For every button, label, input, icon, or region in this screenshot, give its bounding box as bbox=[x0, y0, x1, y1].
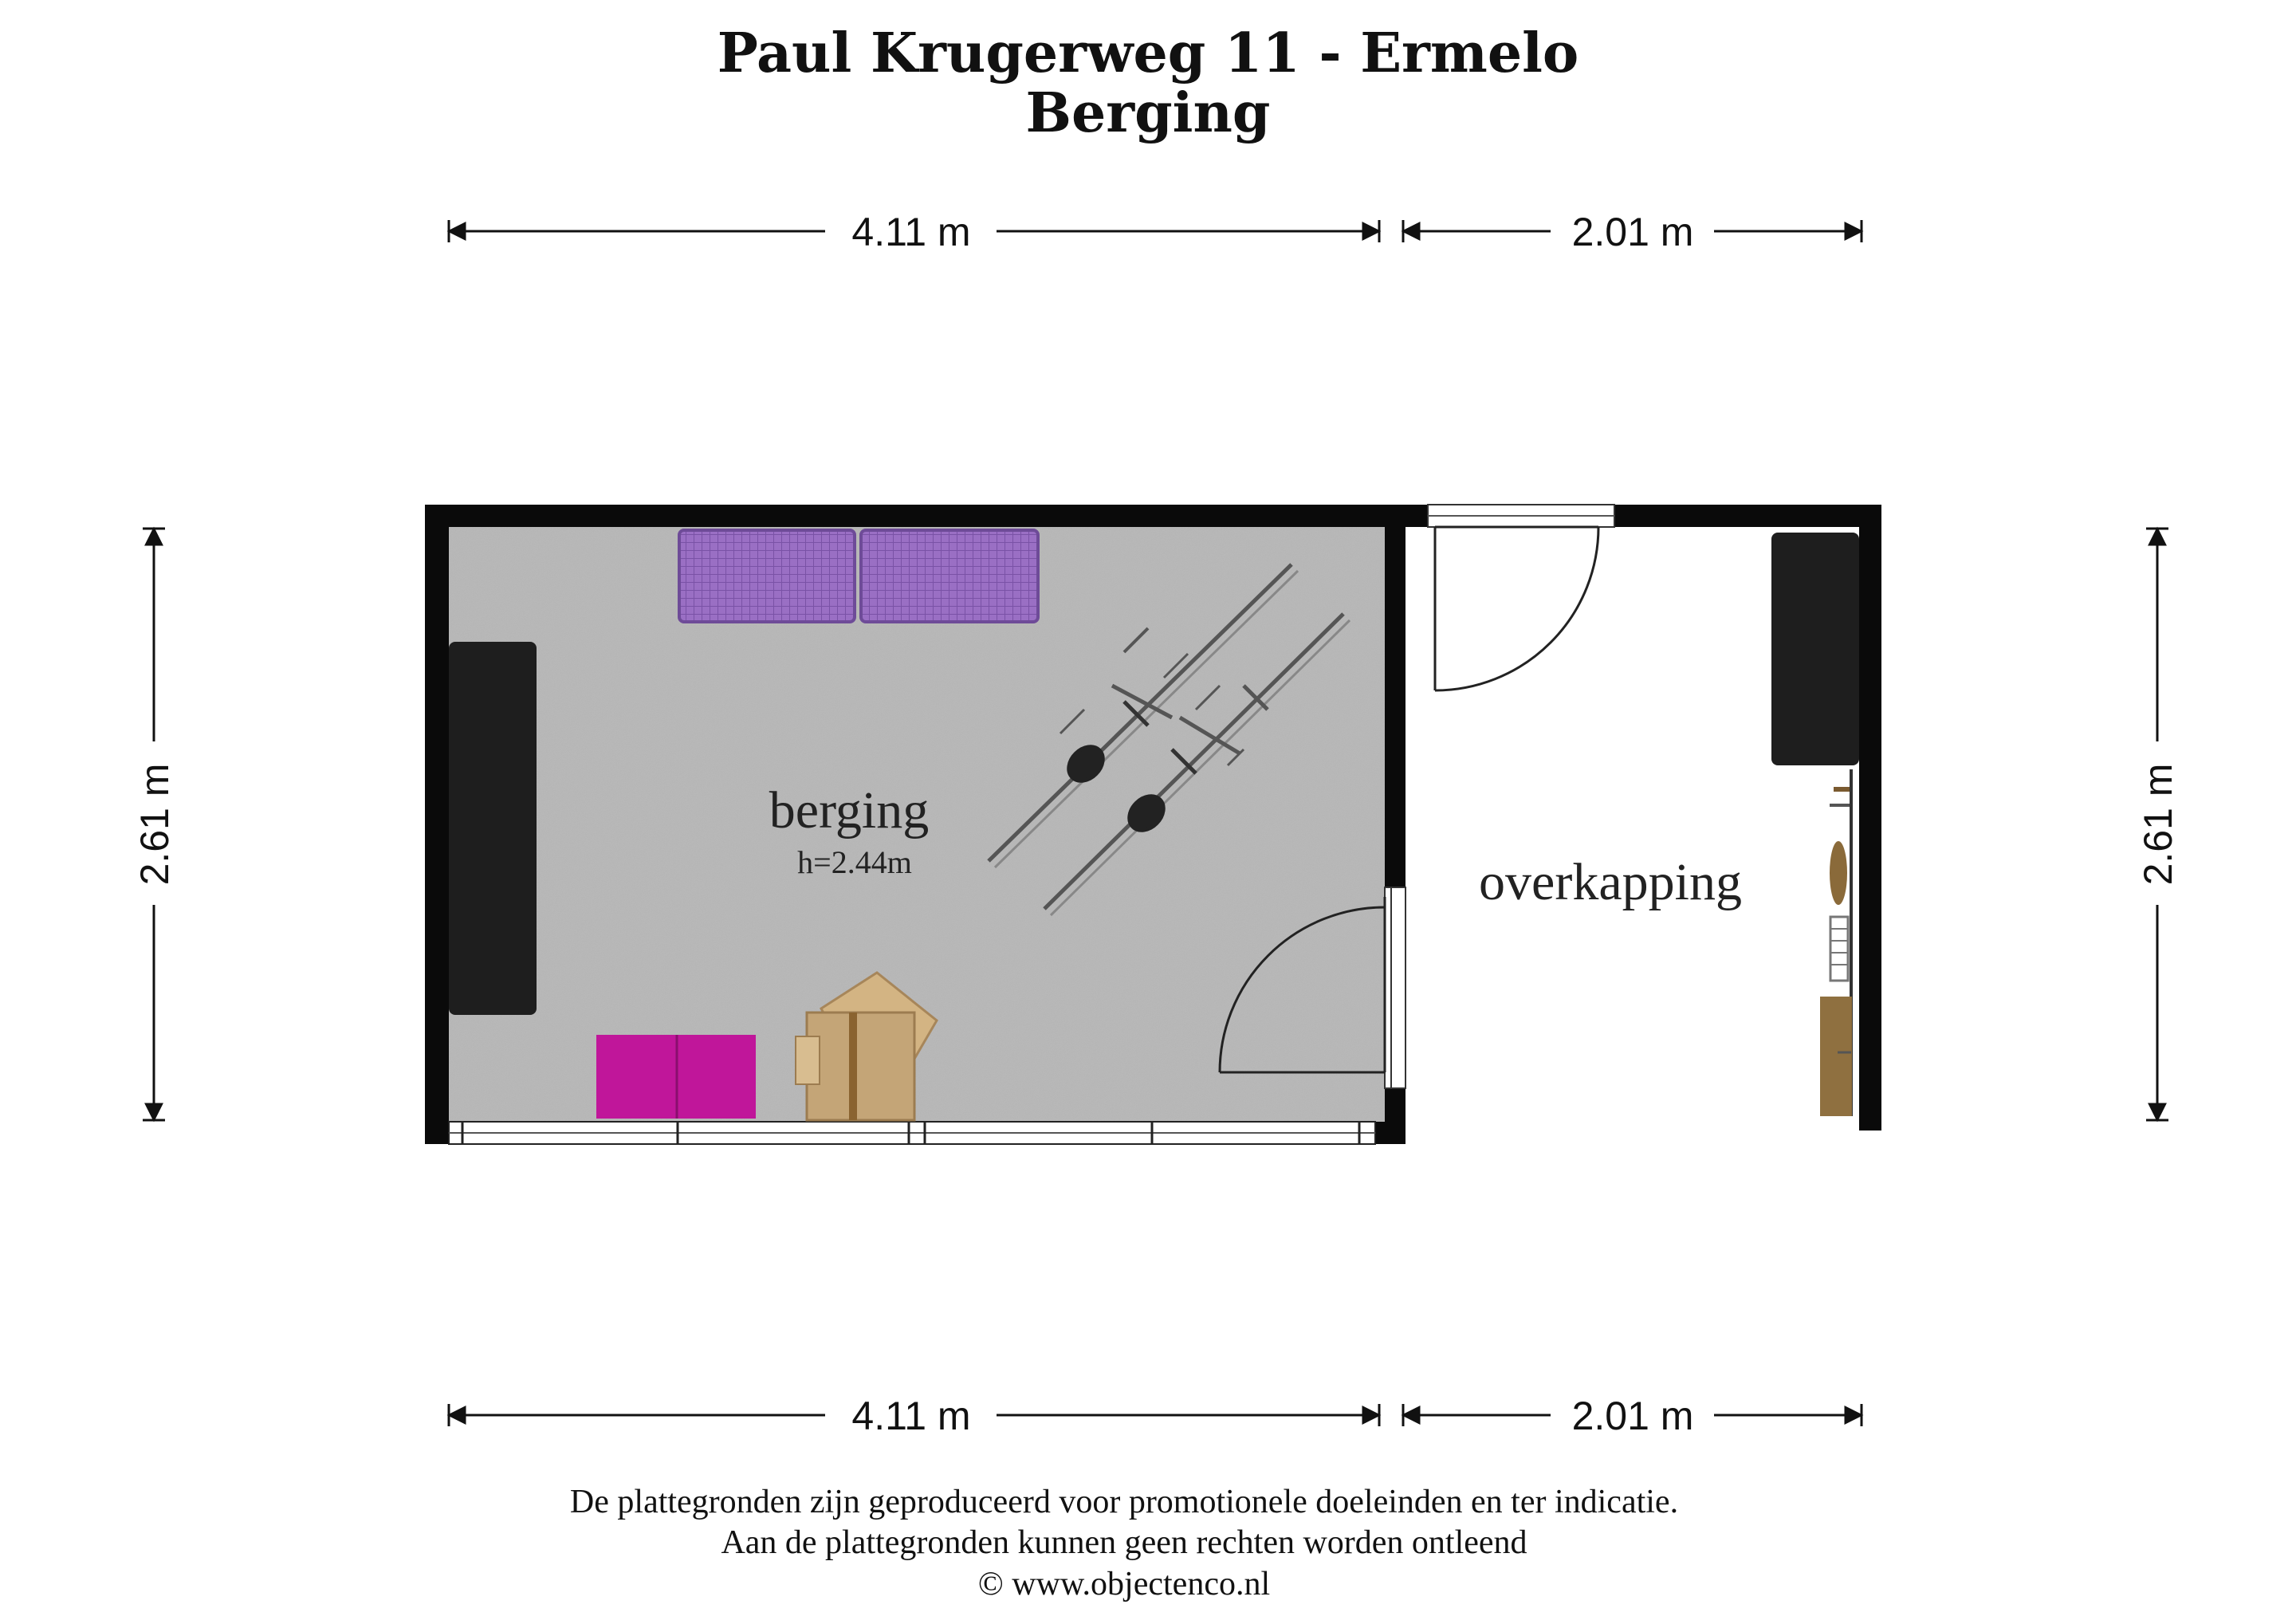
wall-right bbox=[1859, 505, 1881, 1131]
box-icon bbox=[596, 1035, 756, 1119]
shelf-icon bbox=[1771, 533, 1859, 765]
room-height-label: h=2.44m bbox=[797, 844, 912, 880]
bottom-dimension-left bbox=[449, 1394, 1379, 1438]
wall-middle bbox=[1385, 505, 1406, 887]
wall-bottom-left bbox=[425, 1122, 449, 1144]
dimension-label: 2.61 m bbox=[132, 763, 177, 886]
dimension-label: 2.01 m bbox=[1571, 210, 1694, 254]
top-dimension-right bbox=[1403, 210, 1862, 254]
room-label-overkapping: overkapping bbox=[1479, 853, 1742, 911]
window-icon bbox=[449, 1122, 1375, 1144]
tool-rack-icon bbox=[1820, 769, 1852, 1116]
disclaimer-line: Aan de plattegronden kunnen geen rechten worden ontleend bbox=[721, 1524, 1527, 1561]
wall-left bbox=[425, 505, 449, 1144]
room-label-berging: berging bbox=[769, 781, 930, 840]
door-icon bbox=[1428, 505, 1614, 690]
wall-top-right bbox=[1614, 505, 1881, 527]
dimension-label: 4.11 m bbox=[851, 1394, 971, 1438]
right-dimension bbox=[2136, 529, 2180, 1120]
dimension-label: 2.61 m bbox=[2136, 763, 2180, 886]
wall-bottom-right bbox=[1375, 1122, 1406, 1144]
dimension-label: 2.01 m bbox=[1571, 1394, 1694, 1438]
top-dimension-left bbox=[449, 210, 1379, 254]
wall-post bbox=[1406, 505, 1428, 527]
copyright-line: © www.objectenco.nl bbox=[977, 1566, 1271, 1602]
bench-icon bbox=[449, 642, 537, 1015]
dimension-label: 4.11 m bbox=[851, 210, 971, 254]
bottom-dimension-right bbox=[1403, 1394, 1862, 1438]
wall-top bbox=[425, 505, 1406, 527]
plan-subtitle: Berging bbox=[1025, 81, 1271, 145]
plan-title: Paul Krugerweg 11 - Ermelo bbox=[717, 22, 1579, 85]
disclaimer-line: De plattegronden zijn geproduceerd voor promotionele doeleinden en ter indicatie. bbox=[569, 1484, 1679, 1520]
left-dimension bbox=[132, 529, 177, 1120]
